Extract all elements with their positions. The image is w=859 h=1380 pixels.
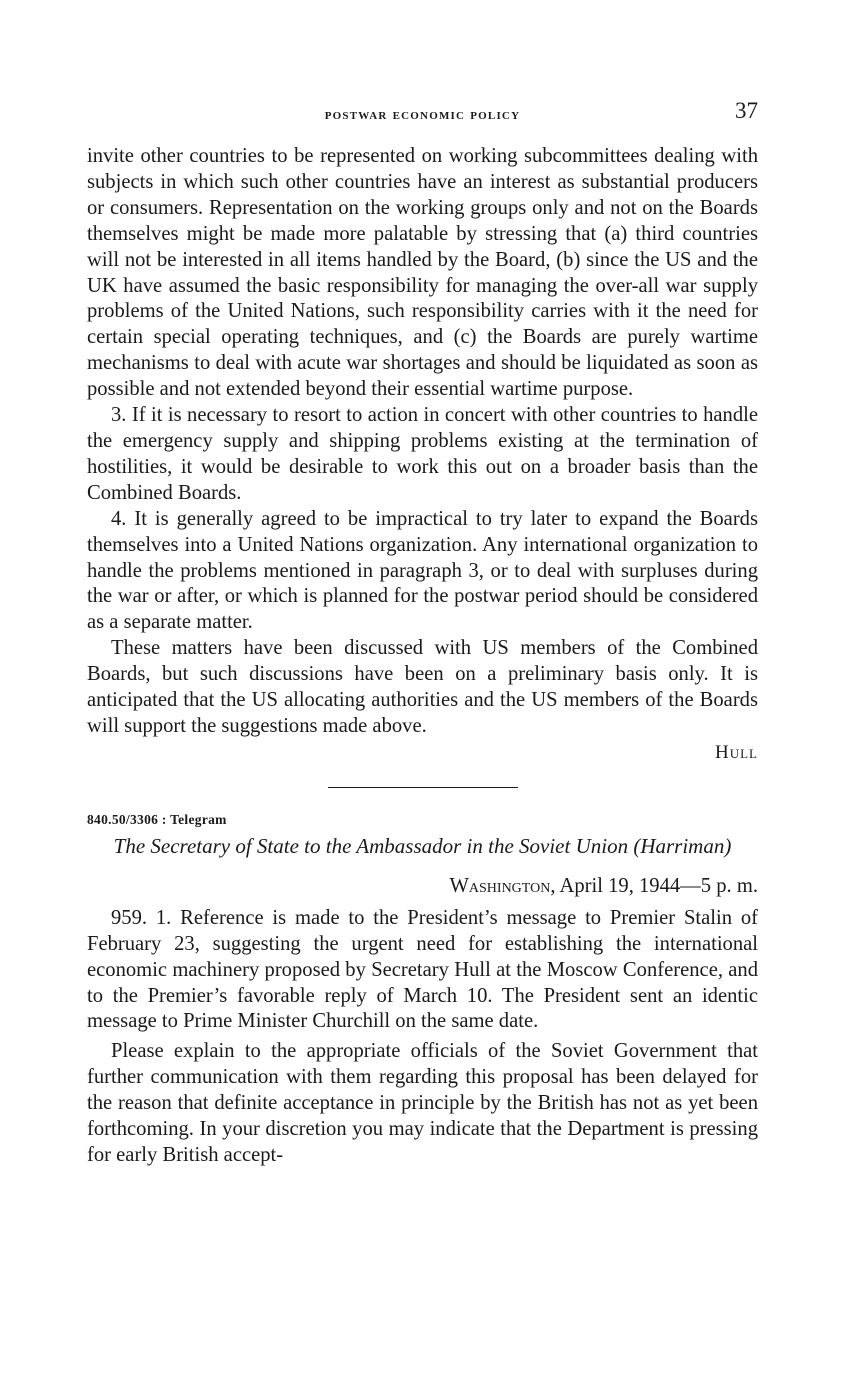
- running-title: postwar economic policy: [324, 106, 521, 123]
- paragraph-959: 959. 1. Reference is made to the President’s message to Premier Stalin of February 23, suggesting the urgent need for establishing the international economic machinery proposed by Secretary Hull at the Moscow Conference, and to the Premier’s favorable reply of March 10. The President sent an identic message to Prime Minister Churchill on the same date.: [87, 906, 758, 1033]
- body-section-1: [87, 144, 758, 765]
- dateline-date: , April 19, 1944—5 p. m.: [550, 874, 758, 897]
- document-title: The Secretary of State to the Ambassador in the Soviet Union (Harriman): [113, 833, 732, 858]
- document-page: [87, 96, 758, 1169]
- section-divider: [328, 787, 518, 788]
- paragraph-please-explain: Please explain to the appropriate officials of the Soviet Government that further communication with them regarding this proposal has been delayed for the reason that definite acceptance in principle by the British has not as yet been forthcoming. In your discretion you may indicate that the Department is pressing for early British accept-: [87, 1040, 758, 1166]
- signature-hull: Hull: [715, 741, 758, 763]
- paragraph-closing: These matters have been discussed with US members of the Combined Boards, but such discussions have been on a preliminary basis only. It is anticipated that the US allocating authorities and the US members of the Boards will support the suggestions made above.: [87, 637, 758, 737]
- running-head: [87, 96, 758, 130]
- page-number: 37: [735, 98, 758, 123]
- body-section-2: [87, 906, 758, 1169]
- paragraph-4: 4. It is generally agreed to be impractical to try later to expand the Boards themselves into a United Nations organization. Any international organization to handle the problems mentioned in paragraph 3, or to deal with surpluses during the war or after, or which is planned for the postwar period should be considered as a separate matter.: [87, 507, 758, 634]
- dateline-place: Washington: [449, 874, 551, 897]
- dateline: [87, 873, 758, 899]
- paragraph-continuation: invite other countries to be represented on working subcommittees dealing with subjects in which such other countries have an interest as substantial producers or consumers. Representation on the working groups only and not on the Boards themselves might be made more palatable by stressing that (a) third countries will not be interested in all items handled by the Board, (b) since the US and the UK have assumed the basic responsibility for managing the over-all war supply problems of the United Nations, such responsibility carries with it the need for certain special operating techniques, and (c) the Boards are purely wartime mechanisms to deal with acute war shortages and should be liquidated as soon as possible and not extended beyond their essential wartime purpose.: [87, 145, 758, 401]
- file-reference: 840.50/3306 : Telegram: [87, 811, 227, 827]
- paragraph-3: 3. If it is necessary to resort to action in concert with other countries to handle the emergency supply and shipping problems existing at the termination of hostilities, it would be desirable to work this out on a broader basis than the Combined Boards.: [87, 404, 758, 504]
